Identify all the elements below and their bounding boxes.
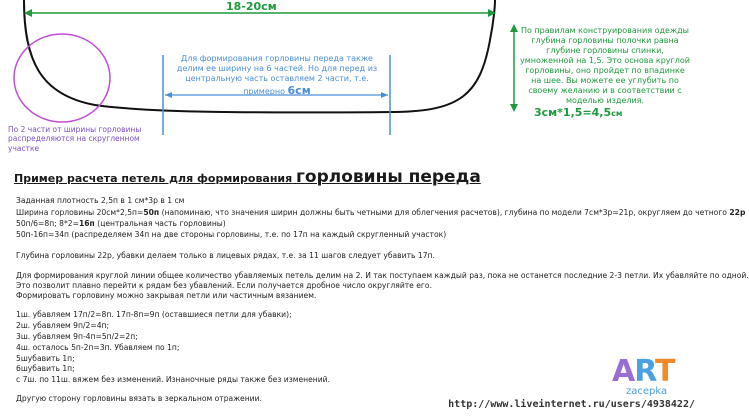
width-calc-b: 50п xyxy=(143,208,160,217)
heading-prefix: Пример расчета петель для формирования xyxy=(14,172,293,185)
density-line: Заданная плотность 2,5п в 1 см*3р в 1 см xyxy=(16,196,185,205)
logo-letter-a: A xyxy=(612,354,635,389)
center-calc-c: (центральная часть горловины) xyxy=(94,219,226,228)
logo-subtitle: zacepka xyxy=(626,386,668,397)
step-7: с 7ш. по 11ш. вяжем без изменений. Изнаночные ряды также без изменений. xyxy=(16,375,331,384)
step-2: 2ш. убавляем 9п/2=4п; xyxy=(16,321,110,330)
step-6: 6шубавить 1п; xyxy=(16,364,75,373)
depth-calc xyxy=(534,106,622,119)
depth-calc-unit: см xyxy=(611,109,623,118)
sides-calc-line: 50п-16п=34п (распределяем 34п на две стороны горловины, т.е. по 17п на каждый скругленный участок) xyxy=(16,230,447,239)
logo-letter-r: R xyxy=(634,354,655,389)
back-depth-note: По правилам конструирования одежды глубина горловины полочки равна глубине горловины спинки, умноженной на 1,5. Это основа круглой горловины, оно пройдет по впадинке на шее. Вы можете ее углубить по своему желанию и в соответствии с моделью изделия. xyxy=(520,26,690,105)
heading-main: горловины переда xyxy=(296,167,481,187)
logo-letter-t: T xyxy=(654,354,675,389)
method-line-1: Для формирования круглой линии общее количество убавляемых петель делим на 2. И так поступаем каждый раз, пока не останется последние 2-3 петли. Их убавляйте по одной. xyxy=(16,271,749,280)
step-1: 1ш. убавляем 17п/2=8п. 17п-8п=9п (оставшиеся петли для убавки); xyxy=(16,310,292,319)
depth-arrow-top-head xyxy=(510,24,518,32)
width-calc-c: (напоминаю, что значения ширин должны быть четными для облегчения расчетов), глубина по модели 7см*3р=21р, округляем до четного xyxy=(159,208,730,217)
section-heading xyxy=(14,167,481,187)
center-arrow-right-head xyxy=(381,92,388,98)
step-5: 5шубавить 1п; xyxy=(16,354,75,363)
art-logo xyxy=(612,354,674,389)
front-neck-value: 6см xyxy=(287,84,311,97)
width-label: 18-20см xyxy=(226,0,277,13)
center-calc-line xyxy=(16,219,226,228)
step-4: 4ш. осталось 5п-2п=3п. Убавляем по 1п; xyxy=(16,343,180,352)
center-calc-b: 16п xyxy=(78,219,95,228)
rounded-section-note: По 2 части от ширины горловины распределяются на скругленном участке xyxy=(8,125,142,153)
step-3: 3ш. убавляем 9п-4п=5п/2=2п; xyxy=(16,332,138,341)
width-calc-d: 22р xyxy=(729,208,746,217)
front-neck-note-text: Для формирования горловины переда также делим ее ширину на 6 частей. Но для перед из центральную часть оставляем 2 части, т.е. примерно xyxy=(176,54,378,96)
width-calc-line xyxy=(16,208,745,217)
depth-arrow-bottom-head xyxy=(510,104,518,112)
width-calc-a: Ширина горловины 20см*2,5п= xyxy=(16,208,144,217)
method-line-2: Это позволит плавно перейти к рядам без убавлений. Если получается дробное число округляйте его. xyxy=(16,281,432,290)
center-calc-a: 50п/6=8п; 8*2= xyxy=(16,219,79,228)
depth-calc-line: Глубина горловины 22р, убавки делаем только в лицевых рядах, т.е. за 11 шагов следует убавить 17п. xyxy=(16,251,435,260)
depth-calc-value: 3см*1,5=4,5 xyxy=(534,106,612,119)
closing-line: Другую сторону горловины вязать в зеркальном отражении. xyxy=(16,394,262,403)
rounded-section-circle xyxy=(14,34,110,122)
center-arrow-left-head xyxy=(165,92,172,98)
watermark-url: http://www.liveinternet.ru/users/4938422/ xyxy=(448,399,695,410)
method-line-3: Формировать горловину можно закрывая петли или частичным вязанием. xyxy=(16,291,317,300)
front-neck-note xyxy=(172,54,382,98)
